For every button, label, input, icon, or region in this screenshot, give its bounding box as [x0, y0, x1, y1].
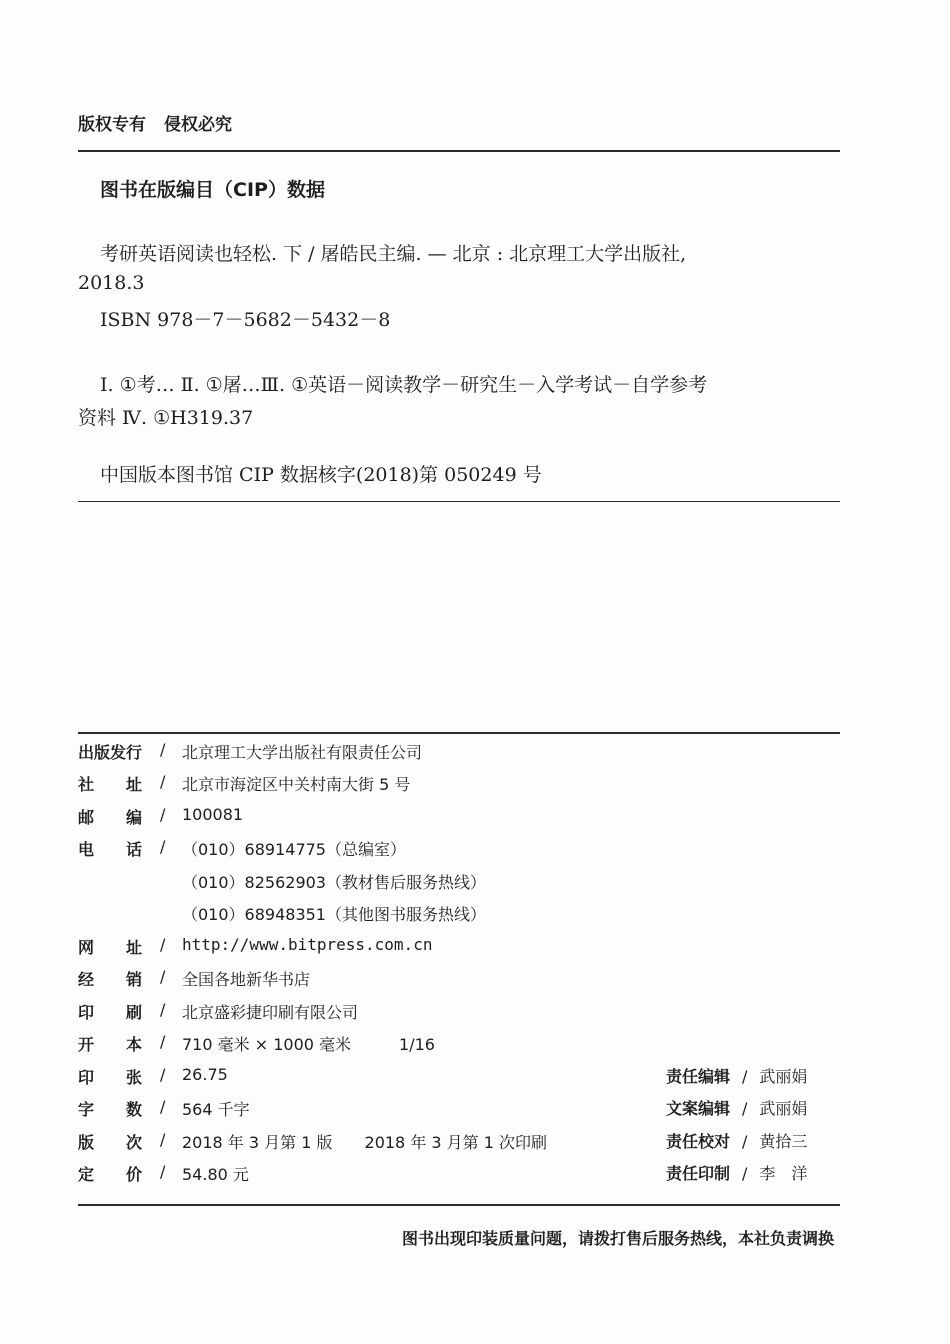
- credit-separator: /: [742, 1132, 748, 1151]
- credit-name: 武丽娟: [759, 1067, 808, 1086]
- info-label: 经 销: [78, 970, 143, 989]
- copyright-notice: [78, 110, 232, 135]
- info-separator: /: [160, 935, 166, 954]
- website-value: http://www.bitpress.com.cn: [182, 935, 433, 954]
- info-separator: /: [160, 837, 166, 856]
- info-label: 印 刷: [78, 1003, 143, 1022]
- credit-name: 武丽娟: [759, 1099, 808, 1118]
- cip-classification-1: Ⅰ. ①考… Ⅱ. ①屠…Ⅲ. ①英语－阅读教学－研究生－入学考试－自学参考: [100, 374, 708, 396]
- info-label: 版 次: [78, 1133, 143, 1152]
- credit-separator: /: [742, 1099, 748, 1118]
- info-separator: /: [160, 1130, 166, 1149]
- info-value: 北京市海淀区中关村南大街 5 号: [182, 775, 411, 794]
- info-value: 2018 年 3 月第 1 版 2018 年 3 月第 1 次印刷: [182, 1133, 548, 1152]
- cip-title: 图书在版编目（CIP）数据: [100, 179, 325, 201]
- credit-separator: /: [742, 1067, 748, 1086]
- info-value: 26.75: [182, 1065, 228, 1084]
- info-separator: /: [160, 967, 166, 986]
- credit-row: [666, 1129, 807, 1152]
- credit-label: 责任校对: [666, 1132, 731, 1151]
- credit-label: 文案编辑: [666, 1099, 731, 1118]
- credit-row: [666, 1064, 807, 1087]
- info-label: 网 址: [78, 938, 143, 957]
- credit-name: 李 洋: [759, 1164, 808, 1183]
- info-separator: /: [160, 1065, 166, 1084]
- info-value: 54.80 元: [182, 1165, 249, 1184]
- credit-row: [666, 1161, 807, 1184]
- info-separator: /: [160, 1097, 166, 1116]
- cip-isbn: ISBN 978－7－5682－5432－8: [100, 309, 391, 331]
- info-top-rule: [78, 732, 840, 734]
- info-separator: /: [160, 1162, 166, 1181]
- credit-name: 黄拾三: [759, 1132, 808, 1151]
- info-separator: /: [160, 740, 166, 759]
- publisher-info-table: [78, 740, 638, 1200]
- info-separator: /: [160, 1000, 166, 1019]
- info-value: 北京理工大学出版社有限责任公司: [182, 743, 423, 762]
- top-rule: [78, 150, 840, 152]
- cip-book-line: 考研英语阅读也轻松. 下 / 屠皓民主编. — 北京 : 北京理工大学出版社,: [100, 243, 687, 265]
- info-label: 出版发行: [78, 743, 143, 762]
- credit-label: 责任印制: [666, 1164, 731, 1183]
- info-separator: /: [160, 1032, 166, 1051]
- info-separator: /: [160, 805, 166, 824]
- cip-date-line: 2018.3: [78, 272, 145, 294]
- info-value: 全国各地新华书店: [182, 970, 311, 989]
- copyright-left: 版权专有: [78, 115, 146, 135]
- cip-bottom-rule: [78, 501, 840, 502]
- credit-label: 责任编辑: [666, 1067, 731, 1086]
- cip-classification-2: 资料 Ⅳ. ①H319.37: [78, 407, 254, 429]
- info-value: 北京盛彩捷印刷有限公司: [182, 1003, 359, 1022]
- info-bottom-rule: [78, 1204, 840, 1206]
- credit-row: [666, 1096, 807, 1119]
- info-value: （010）82562903（教材售后服务热线）: [182, 873, 486, 892]
- info-label: 社 址: [78, 775, 143, 794]
- info-label: 定 价: [78, 1165, 143, 1184]
- info-separator: /: [160, 772, 166, 791]
- info-label: 印 张: [78, 1068, 143, 1087]
- info-label: 开 本: [78, 1035, 143, 1054]
- info-value: 564 千字: [182, 1100, 250, 1119]
- info-label: 字 数: [78, 1100, 143, 1119]
- info-value: （010）68914775（总编室）: [182, 840, 406, 859]
- cip-record-number: 中国版本图书馆 CIP 数据核字(2018)第 050249 号: [100, 464, 542, 486]
- credit-separator: /: [742, 1164, 748, 1183]
- info-value: 100081: [182, 805, 244, 824]
- info-value: 710 毫米 × 1000 毫米 1/16: [182, 1035, 435, 1054]
- info-label: 邮 编: [78, 808, 143, 827]
- copyright-right: 侵权必究: [164, 115, 232, 135]
- info-label: 电 话: [78, 840, 143, 859]
- info-value: （010）68948351（其他图书服务热线）: [182, 905, 486, 924]
- quality-notice: 图书出现印装质量问题，请拨打售后服务热线，本社负责调换: [401, 1229, 834, 1248]
